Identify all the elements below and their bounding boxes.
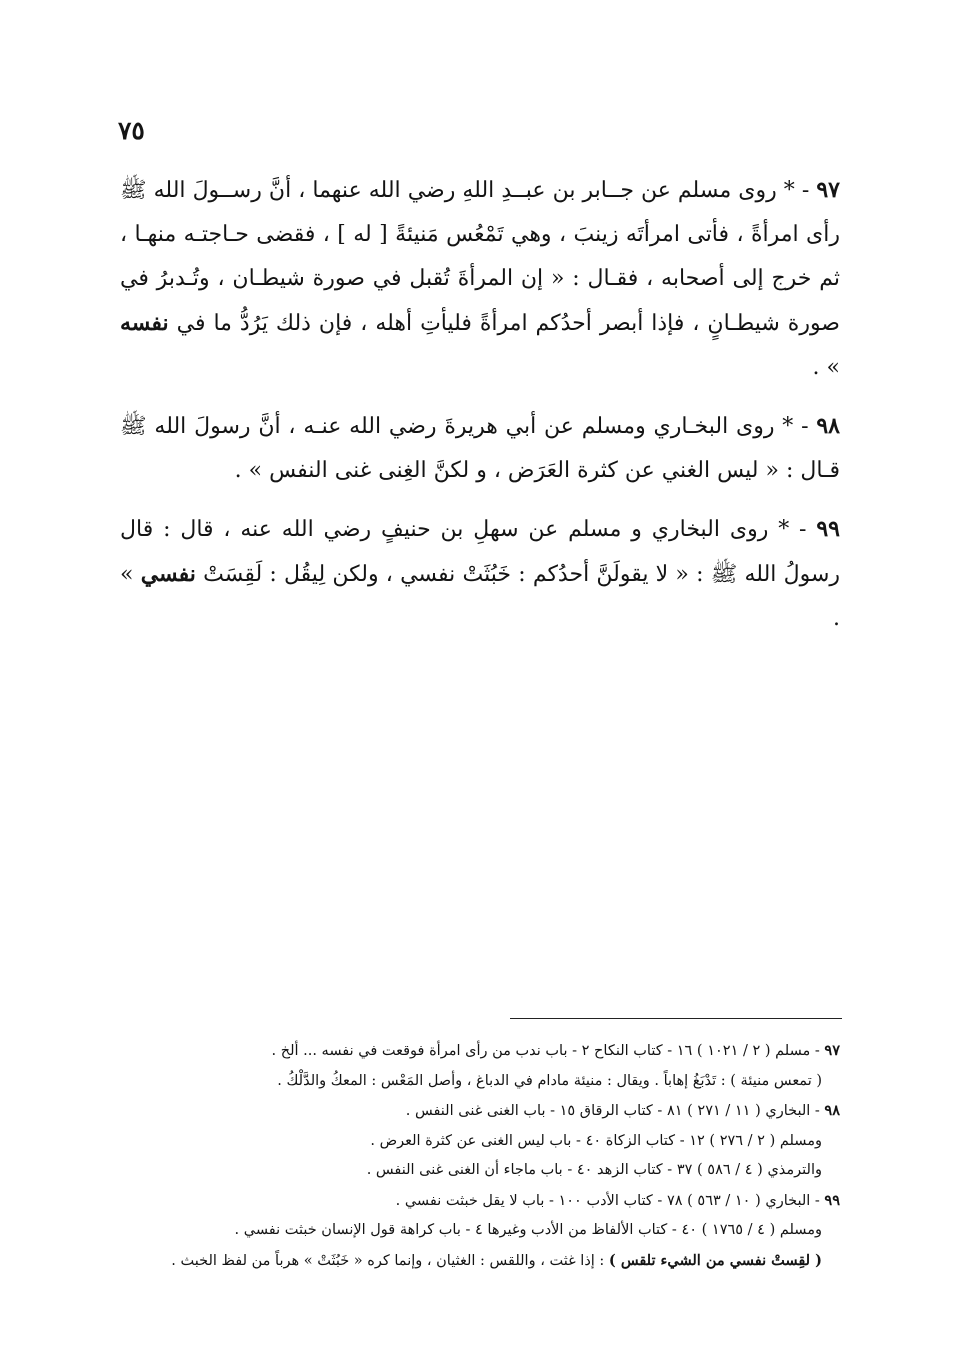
footnote-line: [120, 1096, 840, 1127]
hadith-97: [120, 168, 840, 390]
footnote-number: ٩٩: [824, 1191, 840, 1209]
footnote-line: [120, 1156, 840, 1186]
footnote-text: - مسلم ( ٢ / ١٠٢١ ) ١٦ - كتاب النكاح ٢ - باب ندب من رأى امرأة فوقعت في نفسه ... ألخ .: [271, 1043, 820, 1059]
footnote-text: ومسلم ( ٤ / ١٧٦٥ ) ٤٠ - كتاب الألفاظ من الأدب وغيرها ٤ - باب كراهة قول الإنسان خبثت نفسي .: [234, 1222, 822, 1238]
footnote-text: - البخاري ( ١١ / ٢٧١ ) ٨١ - كتاب الرقاق ١٥ - باب الغنى غنى النفس .: [405, 1103, 820, 1119]
footnote-number: ٩٨: [824, 1102, 840, 1119]
footnote-text: والترمذي ( ٤ / ٥٨٦ ) ٣٧ - كتاب الزهد ٤٠ - باب ماجاء أن الغنى غنى النفس .: [366, 1162, 822, 1178]
footnote-line: [120, 1036, 840, 1067]
hadith-text: - * روى مسلم عن جــابر بن عبــدِ اللهِ رضي الله عنهما ، أنَّ رســولَ الله ﷺ رأى امرأةً ، فأتى امرأتَه زينبَ ، وهي تَمْعُس مَنيئةً [ له ] ، فقضى حـاجتـه منهـا ، ثم خرج إلى أصحابه ، فقـال : « إن المرأةَ تُقبل في صورة شيطـان ، وتُـدبرُ في صورة شيطـانٍ ، فإذا أبصر أحدُكم امرأةً فليأتِ أهله ، فإن ذلك يَرُدُّ ما في: [120, 178, 840, 336]
hadith-text: - * روى البخـاري ومسلم عن أبي هريرةَ رضي الله عنـه ، أنَّ رسولَ الله ﷺ قـال : « ليس الغني عن كثرة العَرَض ، و لكنَّ الغِنى غنى النفس » .: [120, 414, 840, 483]
hadith-text: - * روى البخاري و مسلم عن سهلِ بن حنيفٍ رضي الله عنه ، قال : قال رسولُ الله ﷺ : « لا يقولَنَّ أحدُكم : خَبُثَتْ نفسي ، ولكن لِيقُل : لَقِسَتْ: [120, 517, 841, 587]
hadith-number: ٩٨: [816, 413, 840, 439]
footnote-text: ومسلم ( ٢ / ٢٧٦ ) ١٢ - كتاب الزكاة ٤٠ - باب ليس الغنى عن كثرة العرض .: [370, 1132, 822, 1149]
hadith-end: » .: [812, 355, 840, 380]
page-number: ٧٥: [118, 116, 145, 145]
hadith-number: ٩٩: [816, 516, 840, 542]
hadith-emphasis: نفسه: [120, 310, 169, 336]
hadith-99: [120, 507, 840, 641]
footnote-divider: [510, 1018, 842, 1019]
footnote-line: [120, 1186, 840, 1217]
footnote-line: [120, 1216, 840, 1246]
hadith-emphasis: نفسي: [140, 561, 196, 587]
footnote-line: [120, 1246, 840, 1277]
footnote-text: - البخاري ( ١٠ / ٥٦٣ ) ٧٨ - كتاب الأدب ١٠٠ - باب لا يقل خبثت نفسي .: [395, 1192, 820, 1209]
footnote-line: [120, 1067, 840, 1097]
footnote-bold-term: ( لقِستْ نفسي من الشيء تلقس ): [608, 1251, 822, 1269]
footnote-text: ( تمعس منيئة ) : تَدْبَغُ إهاباً . ويقال : منيئة مادام في الدباغ ، وأصل المَعْس : المعكُ والدَّلْكُ .: [277, 1072, 822, 1089]
hadith-98: [120, 404, 840, 493]
footnote-line: [120, 1127, 840, 1157]
footnote-text: : إذا غثت ، واللقس : الغثيان ، وإنما كره « خَبُثَتْ » هرباً من لفظ الخبث .: [171, 1252, 605, 1269]
hadith-number: ٩٧: [816, 177, 840, 203]
main-text: [120, 168, 840, 655]
hadith-end: » .: [120, 562, 840, 631]
footnote-number: ٩٧: [824, 1042, 840, 1059]
footnotes: [120, 1036, 840, 1276]
